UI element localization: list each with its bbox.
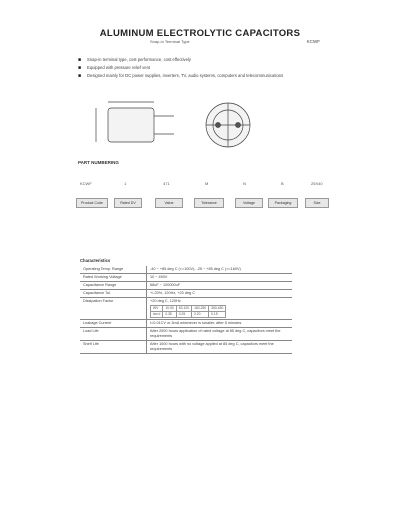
spec-item: Rated Working Voltage (83, 275, 122, 279)
spec-value: 68uF ~ 100000uF (146, 282, 292, 289)
code-box-voltage: Voltage (235, 198, 263, 208)
spec-value: After 1000 hours with no voltage applied at 85 deg C, capacitors meet the requirements (146, 341, 292, 353)
spec-value: -40 ~ +85 deg C (<=100V), -25 ~ +85 deg C (>=160V) (146, 266, 292, 273)
page-subtitle: Snap-in Terminal Type (150, 39, 190, 44)
df-header-cell: 350-450 (209, 306, 226, 312)
code-example-3: 471 (163, 181, 170, 186)
specifications-table (80, 258, 292, 354)
code-box-size: Size (305, 198, 329, 208)
table-row (80, 341, 292, 354)
spec-value: +/-20%, 120Hz, +20 deg C (146, 290, 292, 297)
df-header-cell: WV (151, 306, 163, 312)
df-header-cell: 10-50 (163, 306, 176, 312)
code-box-tolerance: Tolerance (194, 198, 224, 208)
table-row (80, 320, 292, 328)
code-example-4: M (205, 181, 209, 186)
spec-item: Shelf Life (83, 342, 99, 346)
code-example-1: KCWF (80, 181, 92, 186)
code-box-rated-dv: Rated DV (114, 198, 142, 208)
feature-item: ■ Equipped with pressure relief vent (78, 65, 151, 71)
df-cell: 0.35 (163, 312, 176, 318)
code-box-product-code: Product Code (76, 198, 108, 208)
capacitor-dimension-drawing (88, 94, 276, 160)
part-numbering-label: PART NUMBERING (78, 160, 119, 165)
series-code: KCWF (306, 39, 320, 44)
spec-item: Load Life (83, 329, 99, 333)
table-row (80, 266, 292, 274)
df-table (150, 305, 226, 318)
spec-item: Capacitance Tol. (83, 291, 112, 295)
df-cell: 0.25 (176, 312, 191, 318)
df-header-cell: 63-100 (176, 306, 191, 312)
table-row (80, 282, 292, 290)
bullet-icon: ■ (78, 57, 82, 63)
code-example-6: B (281, 181, 284, 186)
bullet-icon: ■ (78, 65, 82, 71)
bullet-icon: ■ (78, 73, 82, 79)
df-cell: tan d (151, 312, 163, 318)
spec-item: Operating Temp. Range (83, 267, 124, 271)
code-box-packaging: Packaging (268, 198, 298, 208)
code-example-2: 1 (124, 181, 127, 186)
df-header-cell: 160-250 (192, 306, 209, 312)
df-cell: 0.15 (209, 312, 226, 318)
feature-item: ■ Snap-in terminal type, cost performance, cost effectively (78, 57, 191, 63)
page-title: ALUMINUM ELECTROLYTIC CAPACITORS (99, 28, 301, 39)
feature-list (78, 56, 328, 80)
table-row (80, 328, 292, 341)
code-box-value: Value (155, 198, 183, 208)
spec-value: +20 deg C, 120Hz WV 10-50 63-100 160-250 350-450 tan d 0.35 0.25 0.20 0.15 (146, 298, 292, 319)
table-row (80, 290, 292, 298)
specifications-heading: Characteristics (80, 258, 111, 263)
spec-item: Capacitance Range (83, 283, 117, 287)
spec-item: Leakage Current (83, 321, 112, 325)
feature-item: ■ Designed mainly for DC power supplies, inverters, TV, audio systems, computers and telecommunications (78, 73, 284, 79)
table-row (80, 274, 292, 282)
spec-value: 10 ~ 450V (146, 274, 292, 281)
spec-value: I=0.01CV or 3mA whichever is smaller, after 5 minutes (146, 320, 292, 327)
spec-item: Dissipation Factor (83, 299, 114, 303)
df-cell: 0.20 (192, 312, 209, 318)
code-example-5: N (243, 181, 246, 186)
spec-value: After 2000 hours application of rated voltage at 85 deg C, capacitors meet the requirements (146, 328, 292, 340)
code-example-7: 25X40 (311, 181, 323, 186)
table-row (80, 298, 292, 320)
